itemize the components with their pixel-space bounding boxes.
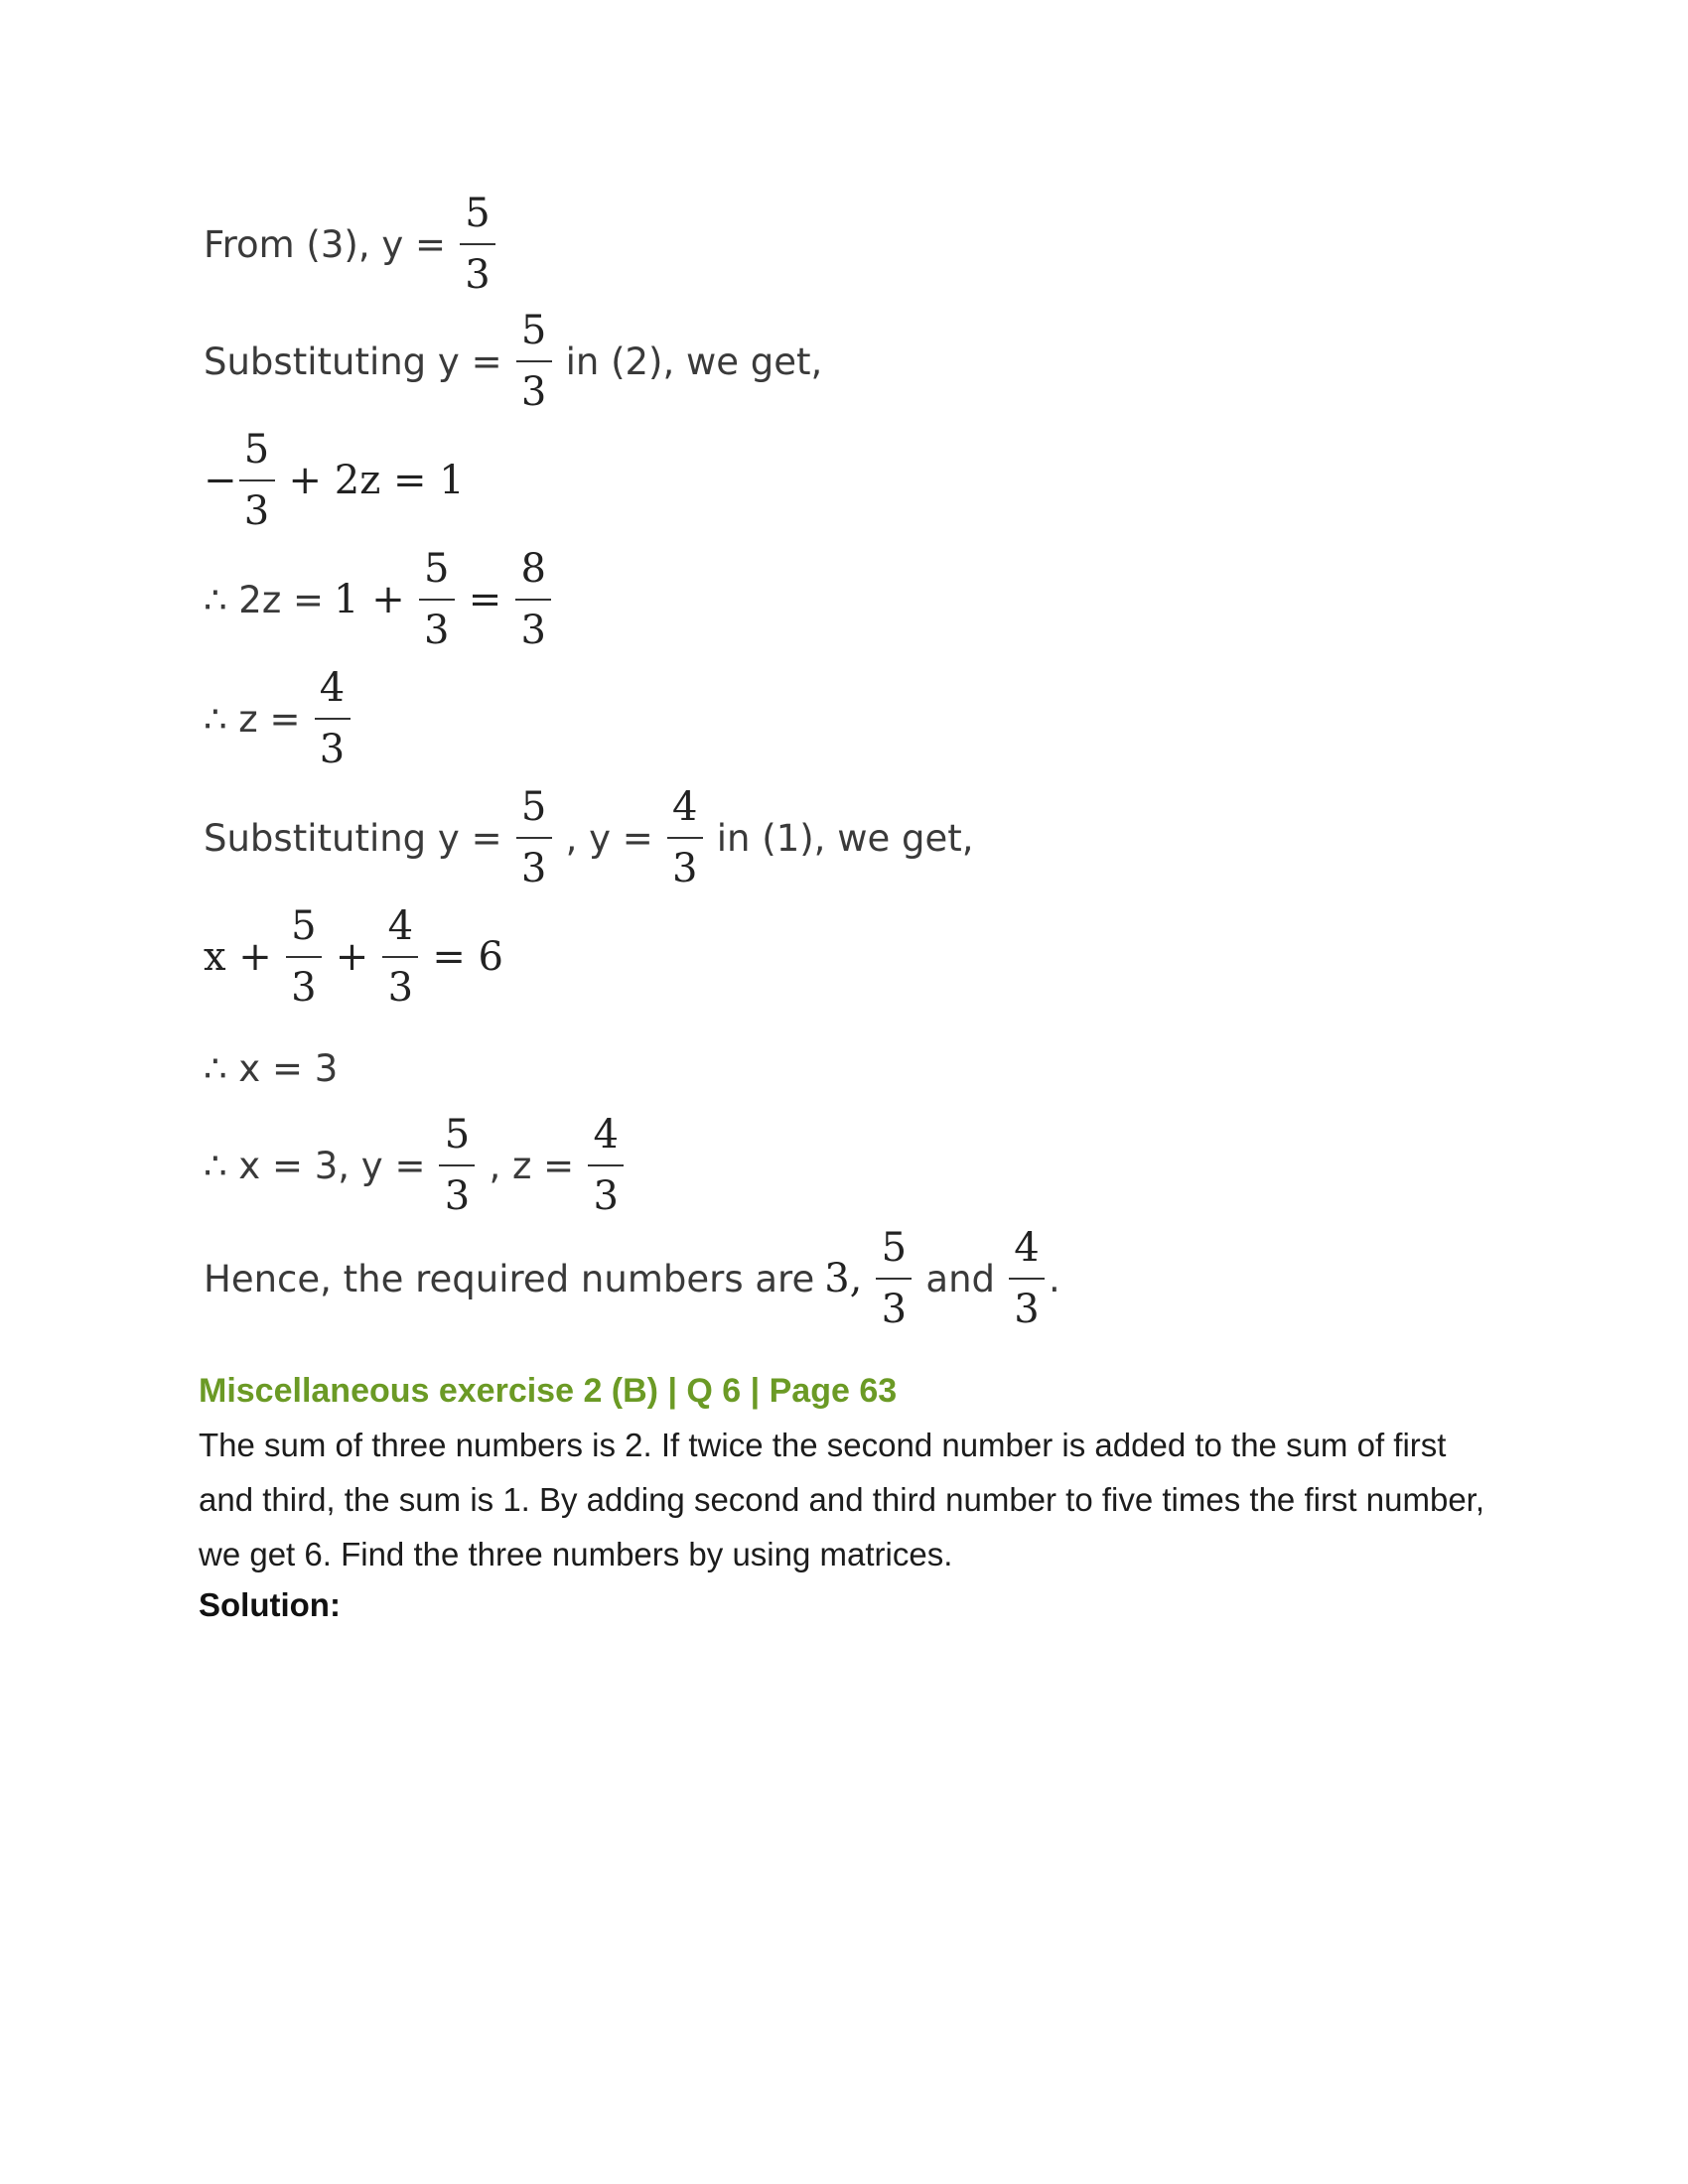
fraction: $\frac{5}{3}$ — [286, 906, 322, 1008]
equation-text: + 2z = 1 — [288, 458, 465, 503]
equals-sign: = — [468, 577, 502, 622]
fraction: $\frac{4}{3}$ — [1009, 1228, 1045, 1329]
fraction: $\frac{5}{3}$ — [460, 194, 495, 295]
step-y-from-3 — [204, 191, 509, 298]
step-text: and — [925, 1257, 996, 1300]
exercise-heading: Miscellaneous exercise 2 (B) | Q 6 | Page 63 — [199, 1372, 898, 1410]
step-z-value — [204, 665, 364, 772]
fraction: $\frac{4}{3}$ — [588, 1115, 624, 1216]
step-text: ∴ 2z = — [204, 578, 325, 621]
fraction: $\frac{5}{3}$ — [419, 549, 455, 650]
step-final-values — [204, 1112, 637, 1219]
fraction: $\frac{5}{3}$ — [516, 787, 552, 888]
step-substitute-in-1 — [204, 784, 974, 891]
fraction: $\frac{5}{3}$ — [876, 1228, 912, 1329]
equation-text: = 6 — [432, 934, 503, 980]
question-text: The sum of three numbers is 2. If twice the second number is added to the sum of first and third, the sum is 1. By adding second and third number to five times the first number, we get 6. Find the three numbers by using matrices. — [199, 1427, 1485, 1572]
step-text: ∴ x = 3, y = — [204, 1144, 426, 1187]
step-solve-2z — [204, 546, 565, 653]
period: . — [1049, 1257, 1060, 1300]
step-text: ∴ x = 3 — [204, 1047, 339, 1090]
fraction: $\frac{4}{3}$ — [382, 906, 418, 1008]
step-text: Hence, the required numbers are — [204, 1257, 815, 1300]
minus-sign: − — [204, 458, 237, 503]
step-conclusion — [204, 1225, 1060, 1332]
fraction: $\frac{5}{3}$ — [439, 1115, 475, 1216]
step-text: Substituting y = — [204, 340, 502, 383]
step-text: From (3), y = — [204, 222, 447, 266]
fraction: $\frac{5}{3}$ — [516, 311, 552, 412]
fraction: $\frac{4}{3}$ — [667, 787, 703, 888]
fraction: $\frac{8}{3}$ — [515, 549, 551, 650]
step-text: ∴ z = — [204, 697, 301, 741]
step-text: , z = — [489, 1144, 575, 1187]
step-equation-2z — [204, 427, 465, 534]
step-text: in (1), we get, — [716, 816, 974, 860]
step-equation-x — [204, 903, 503, 1011]
equation-text: 1 + — [334, 577, 405, 622]
step-substitute-in-2 — [204, 308, 823, 415]
fraction: $\frac{5}{3}$ — [239, 430, 275, 531]
step-text: , y = — [565, 816, 653, 860]
number-three: 3, — [824, 1256, 863, 1301]
step-x-value — [204, 1047, 338, 1090]
fraction: $\frac{4}{3}$ — [315, 668, 351, 769]
solution-label: Solution: — [199, 1586, 341, 1623]
plus-sign: + — [335, 934, 369, 980]
step-text: Substituting y = — [204, 816, 502, 860]
equation-text: x + — [204, 934, 272, 980]
step-text: in (2), we get, — [565, 340, 823, 383]
